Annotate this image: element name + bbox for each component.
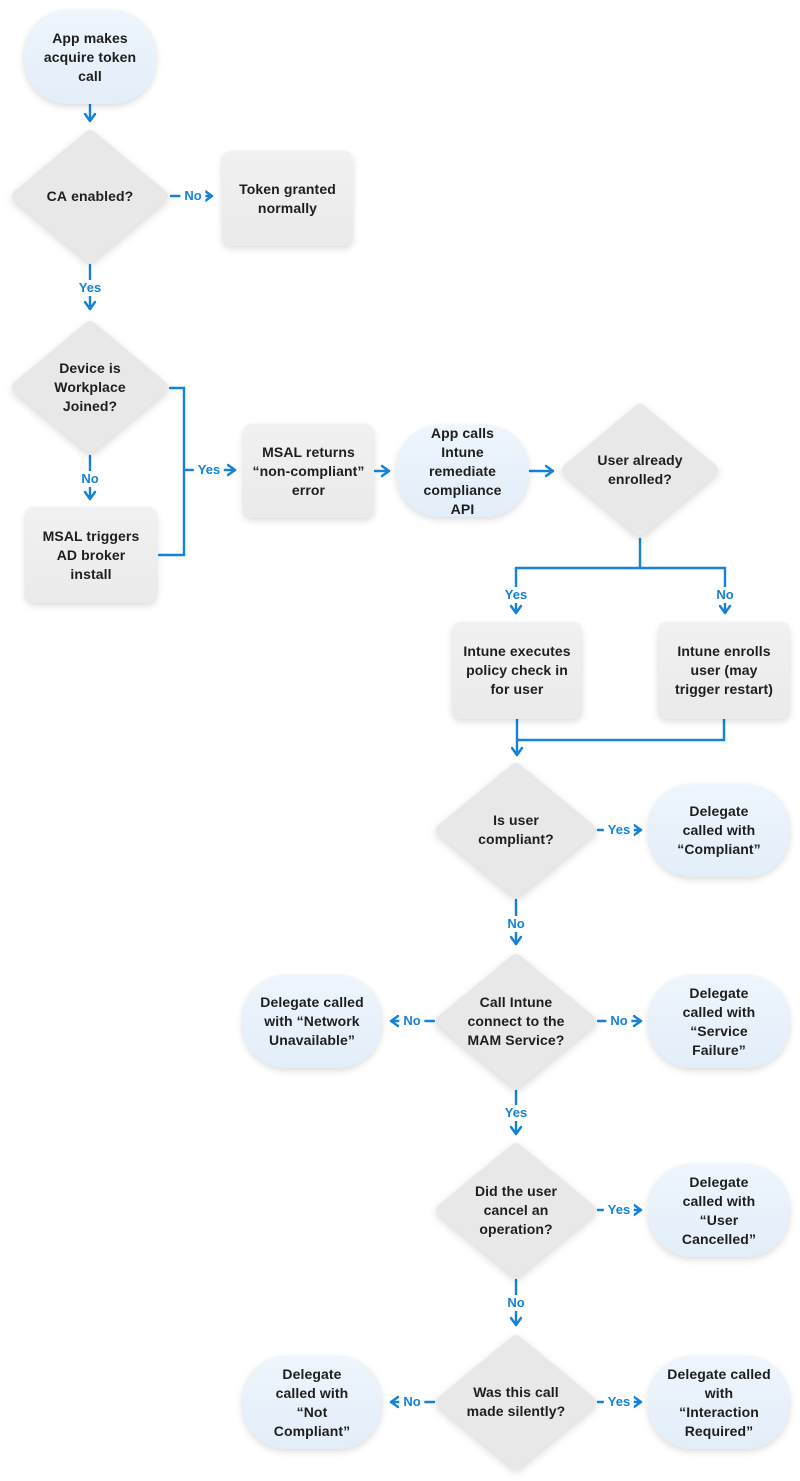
- node-made-silently-label: Was this call made silently?: [466, 1384, 566, 1419]
- node-remediate-api-label: App calls Intune remediate compliance API: [423, 424, 502, 517]
- node-already-enrolled-decision: [561, 403, 719, 537]
- node-enrolls-user-process: [658, 622, 790, 719]
- node-user-cancel-decision: [435, 1142, 597, 1278]
- edge-label-yes-ca: Yes: [75, 280, 105, 296]
- node-already-enrolled-label: User already enrolled?: [597, 452, 683, 487]
- node-msal-error-process: [243, 424, 374, 518]
- node-delegate-service-terminal: [648, 975, 790, 1068]
- node-workplace-joined-label: Device is Workplace Joined?: [54, 359, 126, 414]
- node-policy-checkin-process: [452, 622, 582, 719]
- node-mam-service-decision: [435, 953, 597, 1089]
- edge-label-yes-silent: Yes: [604, 1394, 634, 1410]
- edge-label-yes-enrolled: Yes: [501, 587, 531, 603]
- node-token-granted-label: Token granted normally: [239, 180, 336, 216]
- node-delegate-cancelled-terminal: [648, 1164, 790, 1257]
- node-delegate-not-compliant-label: Delegate called with “Not Compliant”: [273, 1365, 351, 1439]
- node-msal-error-label: MSAL returns “non-compliant” error: [252, 443, 365, 498]
- node-workplace-joined-decision: [11, 320, 169, 454]
- edge-label-no-silent: No: [399, 1394, 424, 1410]
- node-broker-install-label: MSAL triggers AD broker install: [42, 527, 140, 582]
- edge-label-no-mam-left: No: [399, 1013, 424, 1029]
- node-made-silently-decision: [435, 1334, 597, 1470]
- edge-label-no-ca: No: [180, 188, 205, 204]
- node-ca-enabled-label: CA enabled?: [46, 187, 134, 204]
- edge-label-no-device: No: [77, 471, 102, 487]
- node-delegate-not-compliant-terminal: [242, 1356, 382, 1449]
- node-delegate-network-terminal: [242, 975, 382, 1068]
- node-token-granted-process: [222, 151, 353, 246]
- edge-label-yes-to-msal: Yes: [194, 462, 224, 478]
- node-remediate-api-terminal: [396, 425, 529, 517]
- edge-label-no-enrolled: No: [712, 587, 737, 603]
- node-delegate-service-label: Delegate called with “Service Failure”: [682, 984, 756, 1058]
- node-delegate-cancelled-label: Delegate called with “User Cancelled”: [681, 1173, 757, 1247]
- node-is-compliant-decision: [435, 762, 597, 898]
- node-delegate-compliant-label: Delegate called with “Compliant”: [677, 803, 761, 857]
- node-delegate-network-label: Delegate called with “Network Unavailable”: [260, 994, 364, 1048]
- node-start-terminal: [24, 10, 156, 104]
- node-delegate-compliant-terminal: [648, 784, 790, 877]
- node-enrolls-user-label: Intune enrolls user (may trigger restart): [674, 643, 774, 697]
- node-policy-checkin-label: Intune executes policy check in for user: [463, 643, 571, 697]
- edge-label-no-compliant: No: [503, 916, 528, 932]
- edge-label-yes-cancel: Yes: [604, 1202, 634, 1218]
- edge-label-no-cancel: No: [503, 1295, 528, 1311]
- edge-label-no-mam-right: No: [606, 1013, 631, 1029]
- edge-label-yes-mam: Yes: [501, 1105, 531, 1121]
- node-user-cancel-label: Did the user cancel an operation?: [474, 1182, 558, 1237]
- node-delegate-interaction-label: Delegate called with “Interaction Required”: [667, 1365, 771, 1439]
- node-delegate-interaction-terminal: [648, 1356, 790, 1449]
- node-broker-install-process: [25, 507, 157, 603]
- node-start-label: App makes acquire token call: [43, 29, 137, 84]
- edge-label-yes-compliant: Yes: [604, 822, 634, 838]
- node-mam-service-label: Call Intune connect to the MAM Service?: [467, 993, 565, 1048]
- node-ca-enabled-decision: [11, 129, 169, 263]
- node-is-compliant-label: Is user compliant?: [478, 812, 554, 847]
